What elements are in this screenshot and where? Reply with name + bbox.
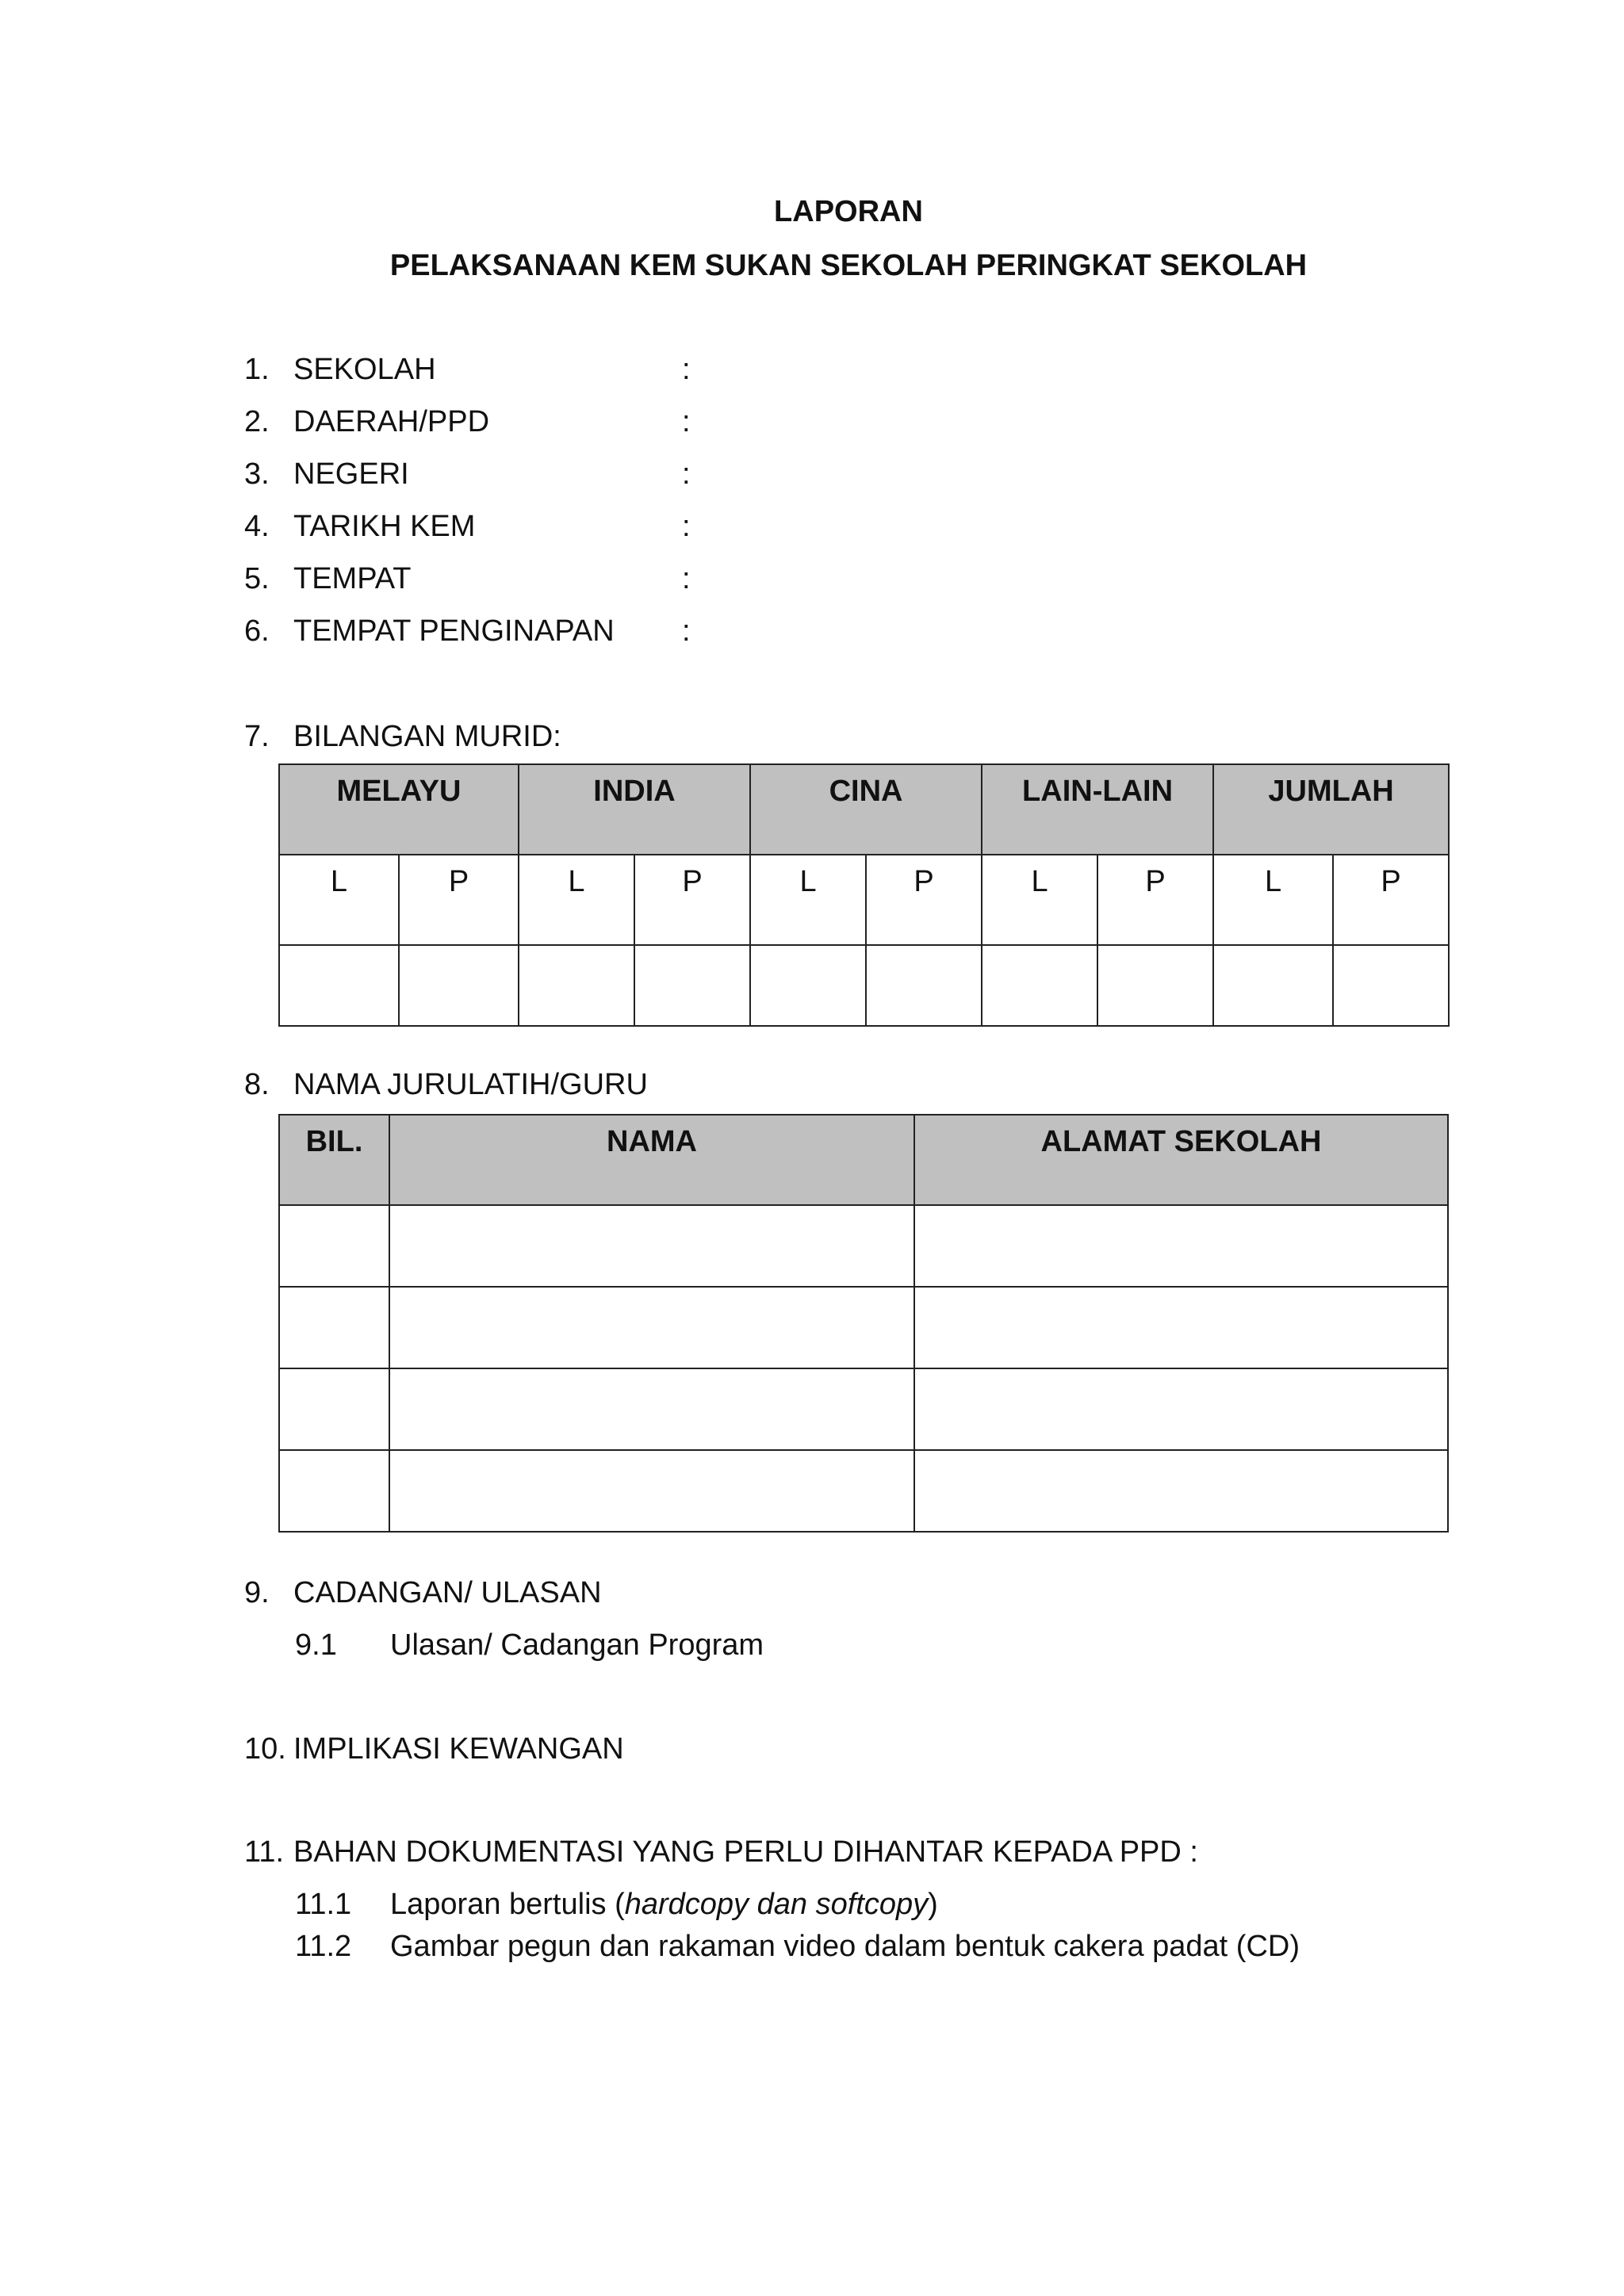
field-separator: : [682, 457, 691, 491]
subitem-number: 9.1 [295, 1628, 337, 1662]
field-separator: : [682, 353, 691, 386]
subitem-text: Laporan bertulis ( [390, 1888, 625, 1921]
header-melayu: MELAYU [279, 764, 519, 855]
table-cell[interactable] [389, 1368, 914, 1450]
section-number: 7. [244, 720, 270, 753]
subheader-p: P [1097, 855, 1213, 945]
subheader-p: P [1333, 855, 1449, 945]
table-cell[interactable] [279, 1205, 389, 1287]
section-heading-bilangan-murid: BILANGAN MURID: [293, 720, 561, 753]
table-cell[interactable] [914, 1287, 1448, 1368]
subitem-number: 11.2 [295, 1930, 352, 1963]
subitem-italic-text: hardcopy dan softcopy [624, 1888, 929, 1921]
report-subtitle: PELAKSANAAN KEM SUKAN SEKOLAH PERINGKAT SEKOLAH [389, 249, 1308, 282]
table-header-row [279, 764, 1449, 855]
subheader-p: P [634, 855, 750, 945]
table-cell[interactable] [914, 1205, 1448, 1287]
table-cell[interactable] [750, 945, 866, 1026]
subheader-l: L [1213, 855, 1333, 945]
subitem-text: ) [928, 1888, 938, 1921]
table-cell[interactable] [279, 1368, 389, 1450]
field-label: TARIKH KEM [293, 510, 476, 543]
field-separator: : [682, 614, 691, 648]
table-row [279, 1368, 1448, 1450]
table-cell[interactable] [389, 1287, 914, 1368]
table-row [279, 945, 1449, 1026]
table-cell[interactable] [1333, 945, 1449, 1026]
field-label: TEMPAT PENGINAPAN [293, 614, 615, 648]
table-cell[interactable] [982, 945, 1097, 1026]
table-cell[interactable] [1097, 945, 1213, 1026]
table-cell[interactable] [389, 1450, 914, 1532]
subheader-l: L [750, 855, 866, 945]
section-number: 9. [244, 1576, 270, 1609]
table-subheader-row [279, 855, 1449, 945]
subitem-label-gambar: Gambar pegun dan rakaman video dalam bentuk cakera padat (CD) [390, 1930, 1300, 1963]
table-cell[interactable] [634, 945, 750, 1026]
section-heading-nama-jurulatih: NAMA JURULATIH/GURU [293, 1068, 648, 1101]
table-cell[interactable] [279, 1287, 389, 1368]
report-title: LAPORAN [774, 195, 923, 228]
field-label: TEMPAT [293, 562, 412, 595]
header-india: INDIA [519, 764, 750, 855]
subitem-number: 11.1 [295, 1888, 352, 1921]
section-number: 10. [244, 1732, 286, 1766]
header-alamat-sekolah: ALAMAT SEKOLAH [914, 1115, 1448, 1205]
field-number: 3. [244, 457, 270, 491]
field-number: 5. [244, 562, 270, 595]
table-cell[interactable] [914, 1450, 1448, 1532]
table-row [279, 1450, 1448, 1532]
trainer-table [278, 1114, 1449, 1533]
header-jumlah: JUMLAH [1213, 764, 1449, 855]
header-nama: NAMA [389, 1115, 914, 1205]
subitem-label-laporan [390, 1889, 938, 1919]
field-number: 2. [244, 405, 270, 438]
table-cell[interactable] [519, 945, 634, 1026]
field-number: 6. [244, 614, 270, 648]
table-cell[interactable] [279, 1450, 389, 1532]
field-number: 4. [244, 510, 270, 543]
table-row [279, 1287, 1448, 1368]
table-header-row [279, 1115, 1448, 1205]
section-heading-bahan-dokumentasi: BAHAN DOKUMENTASI YANG PERLU DIHANTAR KEPADA PPD : [293, 1835, 1198, 1869]
subitem-label: Ulasan/ Cadangan Program [390, 1628, 764, 1662]
table-cell[interactable] [389, 1205, 914, 1287]
field-label: SEKOLAH [293, 353, 436, 386]
section-number: 11. [244, 1835, 285, 1869]
field-separator: : [682, 562, 691, 595]
subheader-l: L [982, 855, 1097, 945]
section-heading-cadangan: CADANGAN/ ULASAN [293, 1576, 602, 1609]
field-label: NEGERI [293, 457, 409, 491]
field-number: 1. [244, 353, 270, 386]
header-lain-lain: LAIN-LAIN [982, 764, 1213, 855]
header-cina: CINA [750, 764, 982, 855]
table-cell[interactable] [866, 945, 982, 1026]
table-cell[interactable] [399, 945, 519, 1026]
field-separator: : [682, 510, 691, 543]
header-bil: BIL. [279, 1115, 389, 1205]
student-count-table [278, 763, 1450, 1027]
table-cell[interactable] [914, 1368, 1448, 1450]
table-row [279, 1205, 1448, 1287]
subheader-l: L [279, 855, 399, 945]
section-number: 8. [244, 1068, 270, 1101]
section-heading-implikasi-kewangan: IMPLIKASI KEWANGAN [293, 1732, 624, 1766]
subheader-p: P [399, 855, 519, 945]
subheader-l: L [519, 855, 634, 945]
table-cell[interactable] [1213, 945, 1333, 1026]
field-separator: : [682, 405, 691, 438]
field-label: DAERAH/PPD [293, 405, 490, 438]
subheader-p: P [866, 855, 982, 945]
table-cell[interactable] [279, 945, 399, 1026]
